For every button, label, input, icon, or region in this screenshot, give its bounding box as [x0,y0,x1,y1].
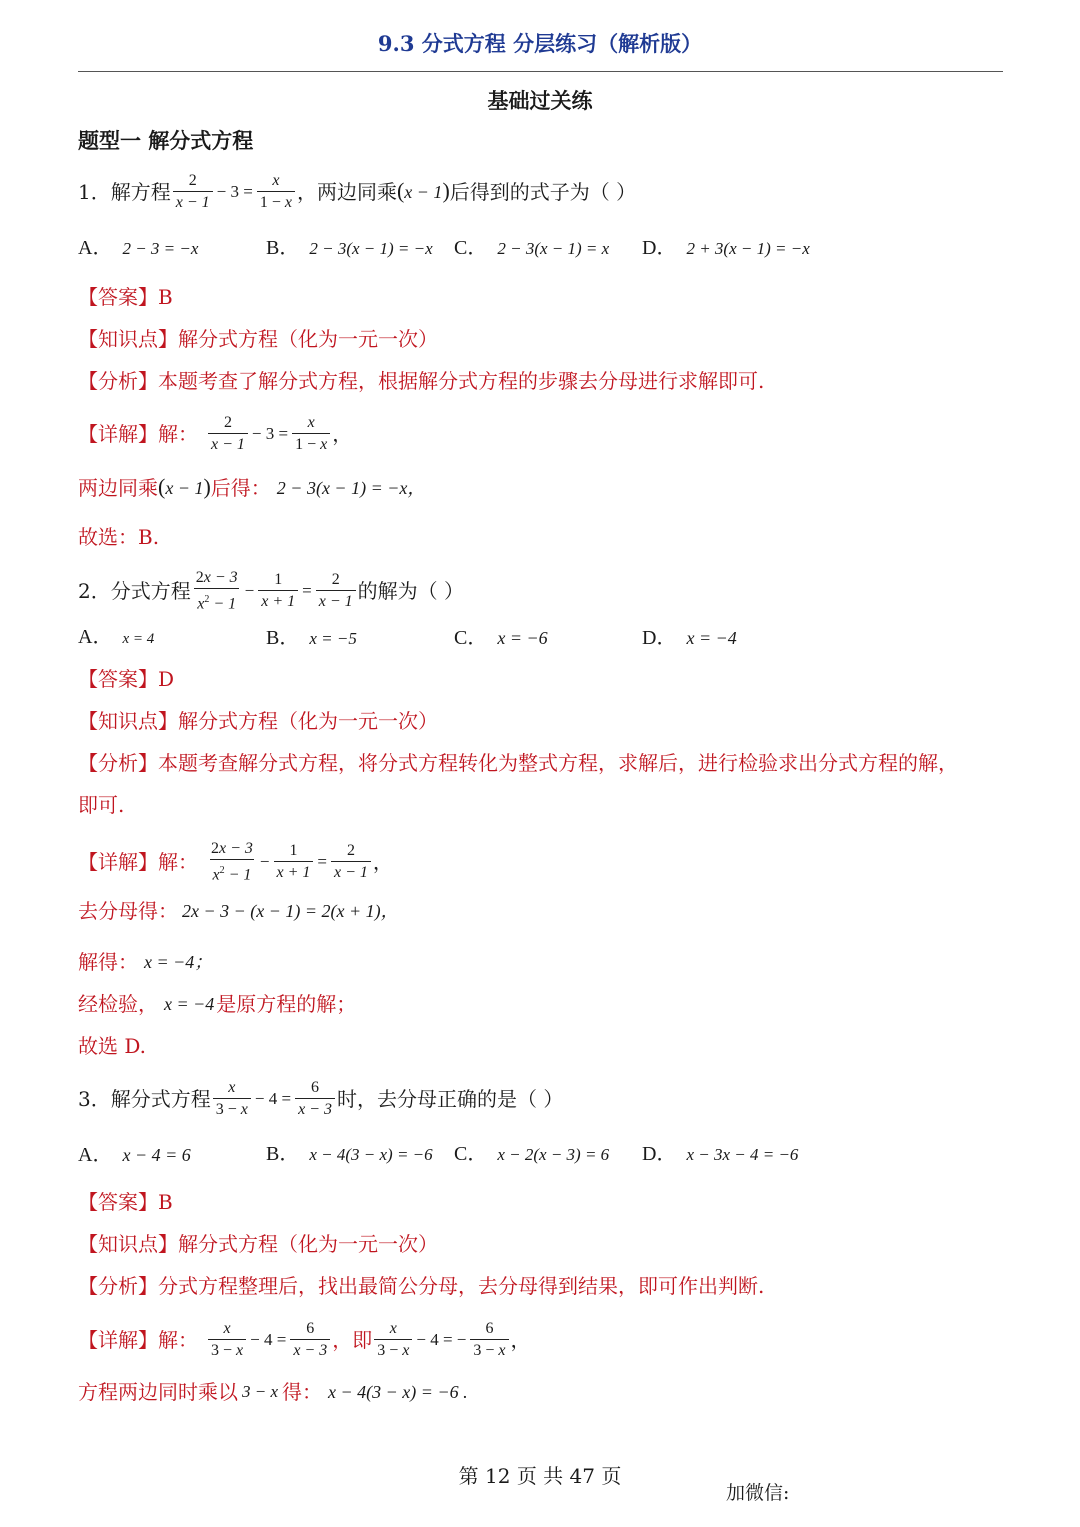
q2-detail: 【详解】 解： $\frac{2x - 3}{x^2 - 1}$ − $\frac{1}{x + 1}$ = $\frac{2}{x - 1}$ ， [78,840,393,884]
q1-fraction-right: $\frac{x}{1 - x}$ [257,170,295,213]
q1-option-b: B． 2 − 3(x − 1) = −x [266,237,433,259]
q3-step1: 方程两边同时乘以 3 − x 得： x − 4(3 − x) = −6 . [78,1380,468,1404]
q1-answer: 【答案】 B [78,285,173,309]
q1-step1: 两边同乘 (x − 1) 后得： 2 − 3(x − 1) = −x， [78,474,426,500]
q3-knowledge: 【知识点】 解分式方程（化为一元一次） [78,1232,438,1256]
q3-stem: 3．解分式方程 $\frac{x}{3 - x}$ − 4 = $\frac{6}{x - 3}$ 时，去分母正确的是（ ） [78,1079,564,1118]
q2-analysis-line2: 即可. [78,793,125,817]
q1-option-d: D． 2 + 3(x − 1) = −x [642,237,810,259]
q1-stem: 1．解方程 $\frac{2}{x - 1}$ − 3 = $\frac{x}{1 - x}$ ，两边同乘 (x − 1) 后得到的式子为（ ） [78,172,637,211]
q1-detail: 【详解】 解： $\frac{2}{x - 1}$ − 3 = $\frac{x}{1 - x}$ ， [78,414,353,453]
q2-stem: 2．分式方程 $\frac{2x - 3}{x^2 - 1}$ − $\frac{1}{x + 1}$ = $\frac{2}{x - 1}$ 的解为（ ） [78,569,464,613]
q1-prefix: 1．解方程 [78,179,171,204]
q1-options [78,232,978,264]
q3-option-c: C． x − 2(x − 3) = 6 [454,1143,610,1165]
q3-detail: 【详解】 解： $\frac{x}{3 - x}$ − 4 = $\frac{6}{x - 3}$ ，即 $\frac{x}{3 - x}$ − 4 = − $\frac{6}{3 - x}$ ， [78,1320,531,1359]
q3-option-b: B． x − 4(3 − x) = −6 [266,1143,433,1165]
q3-answer: 【答案】 B [78,1190,173,1214]
q1-suffix: ，两边同乘 [296,179,397,204]
q2-answer: 【答案】 D [78,667,175,691]
q1-choose: 故选：B. [78,525,160,549]
question-type-heading: 题型一 解分式方程 [78,128,254,153]
q1-fraction-left: $\frac{2}{x - 1}$ [173,170,213,213]
q2-options [78,621,978,654]
q2-option-c: C． x = −6 [454,627,548,649]
header-divider [78,71,1003,72]
q2-knowledge: 【知识点】 解分式方程（化为一元一次） [78,709,438,733]
q2-analysis-line1: 【分析】 本题考查解分式方程，将分式方程转化为整式方程，求解后，进行检验求出分式方程的解， [78,751,958,775]
q1-suffix2: 后得到的式子为（ ） [449,179,637,204]
wechat-note: 加微信: [726,1482,790,1504]
q3-option-d: D． x − 3x − 4 = −6 [642,1143,799,1165]
q2-step2: 解得： x = −4； [78,950,213,974]
q1-option-a: A． 2 − 3 = −x [78,237,199,259]
q2-option-b: B． x = −5 [266,626,357,649]
page-header-title: 9.3 分式方程 分层练习（解析版） [377,31,703,56]
q3-options [78,1138,978,1170]
q3-analysis: 【分析】 分式方程整理后，找出最简公分母，去分母得到结果，即可作出判断. [78,1274,765,1298]
q2-option-d: D． x = −4 [642,627,737,649]
q2-step1: 去分母得： 2x − 3 − (x − 1) = 2(x + 1)， [78,899,399,923]
q2-option-a: A． x = 4 [78,626,155,648]
q2-step3: 经检验， x = −4 是原方程的解； [78,992,357,1016]
q1-analysis: 【分析】 本题考查了解分式方程，根据解分式方程的步骤去分母进行求解即可. [78,369,765,393]
q2-choose: 故选 D. [78,1034,147,1058]
q1-knowledge: 【知识点】 解分式方程（化为一元一次） [78,327,438,351]
section-subtitle: 基础过关练 [487,88,593,113]
q1-multiplier: (x − 1) [396,178,450,203]
q3-option-a: A． x − 4 = 6 [78,1143,191,1166]
q1-option-c: C． 2 − 3(x − 1) = x [454,237,610,259]
page-footer: 第 12 页 共 47 页 [458,1464,622,1488]
